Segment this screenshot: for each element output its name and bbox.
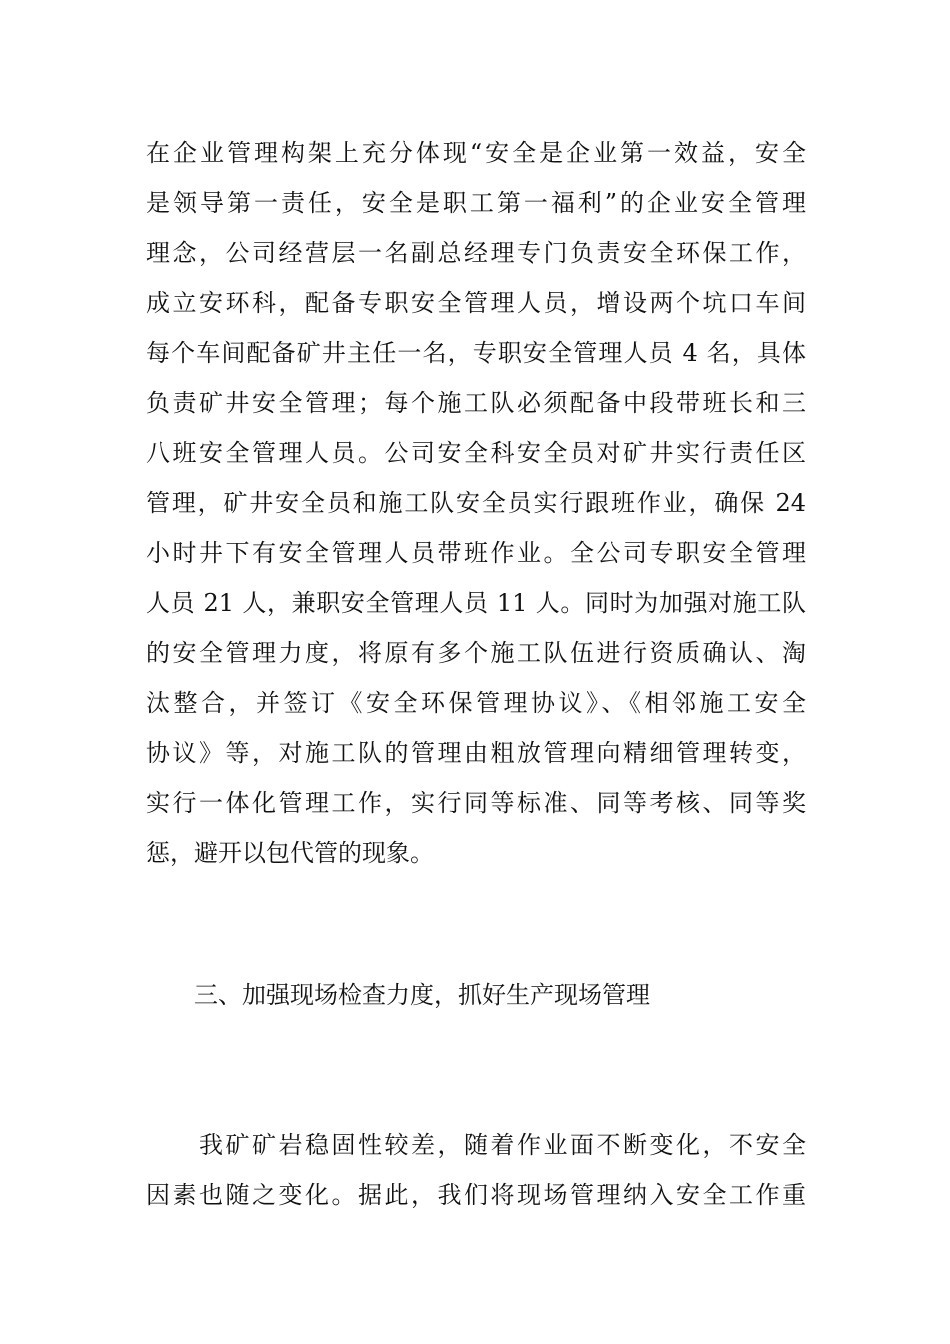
paragraph-line: 小时井下有安全管理人员带班作业。全公司专职安全管理: [146, 539, 806, 567]
paragraph-line: 在企业管理构架上充分体现“安全是企业第一效益，安全: [146, 139, 806, 167]
paragraph-line: 汰整合，并签订《安全环保管理协议》、《相邻施工安全: [146, 689, 806, 717]
paragraph-line: 每个车间配备矿井主任一名，专职安全管理人员 4 名，具体: [146, 339, 806, 367]
paragraph-line: 人员 21 人，兼职安全管理人员 11 人。同时为加强对施工队: [146, 589, 806, 617]
paragraph-line: 惩，避开以包代管的现象。: [146, 839, 434, 867]
paragraph-line: 负责矿井安全管理；每个施工队必须配备中段带班长和三: [146, 389, 806, 417]
body-paragraph-2: [146, 1120, 806, 1220]
section-heading: 三、加强现场检查力度，抓好生产现场管理: [194, 981, 650, 1009]
paragraph-line: 因素也随之变化。据此，我们将现场管理纳入安全工作重: [146, 1181, 806, 1209]
paragraph-line: 八班安全管理人员。公司安全科安全员对矿井实行责任区: [146, 439, 806, 467]
paragraph-line: 协议》等，对施工队的管理由粗放管理向精细管理转变，: [146, 739, 806, 767]
body-paragraph-1: [146, 128, 806, 878]
paragraph-line: 成立安环科，配备专职安全管理人员，增设两个坑口车间: [146, 289, 806, 317]
paragraph-line: 实行一体化管理工作，实行同等标准、同等考核、同等奖: [146, 789, 806, 817]
paragraph-line: 管理，矿井安全员和施工队安全员实行跟班作业，确保 24: [146, 489, 806, 517]
paragraph-line: 理念，公司经营层一名副总经理专门负责安全环保工作，: [146, 239, 806, 267]
paragraph-line: 是领导第一责任，安全是职工第一福利”的企业安全管理: [146, 189, 806, 217]
paragraph-line: 的安全管理力度，将原有多个施工队伍进行资质确认、淘: [146, 639, 806, 667]
paragraph-line: 我矿矿岩稳固性较差，随着作业面不断变化，不安全: [146, 1131, 806, 1159]
